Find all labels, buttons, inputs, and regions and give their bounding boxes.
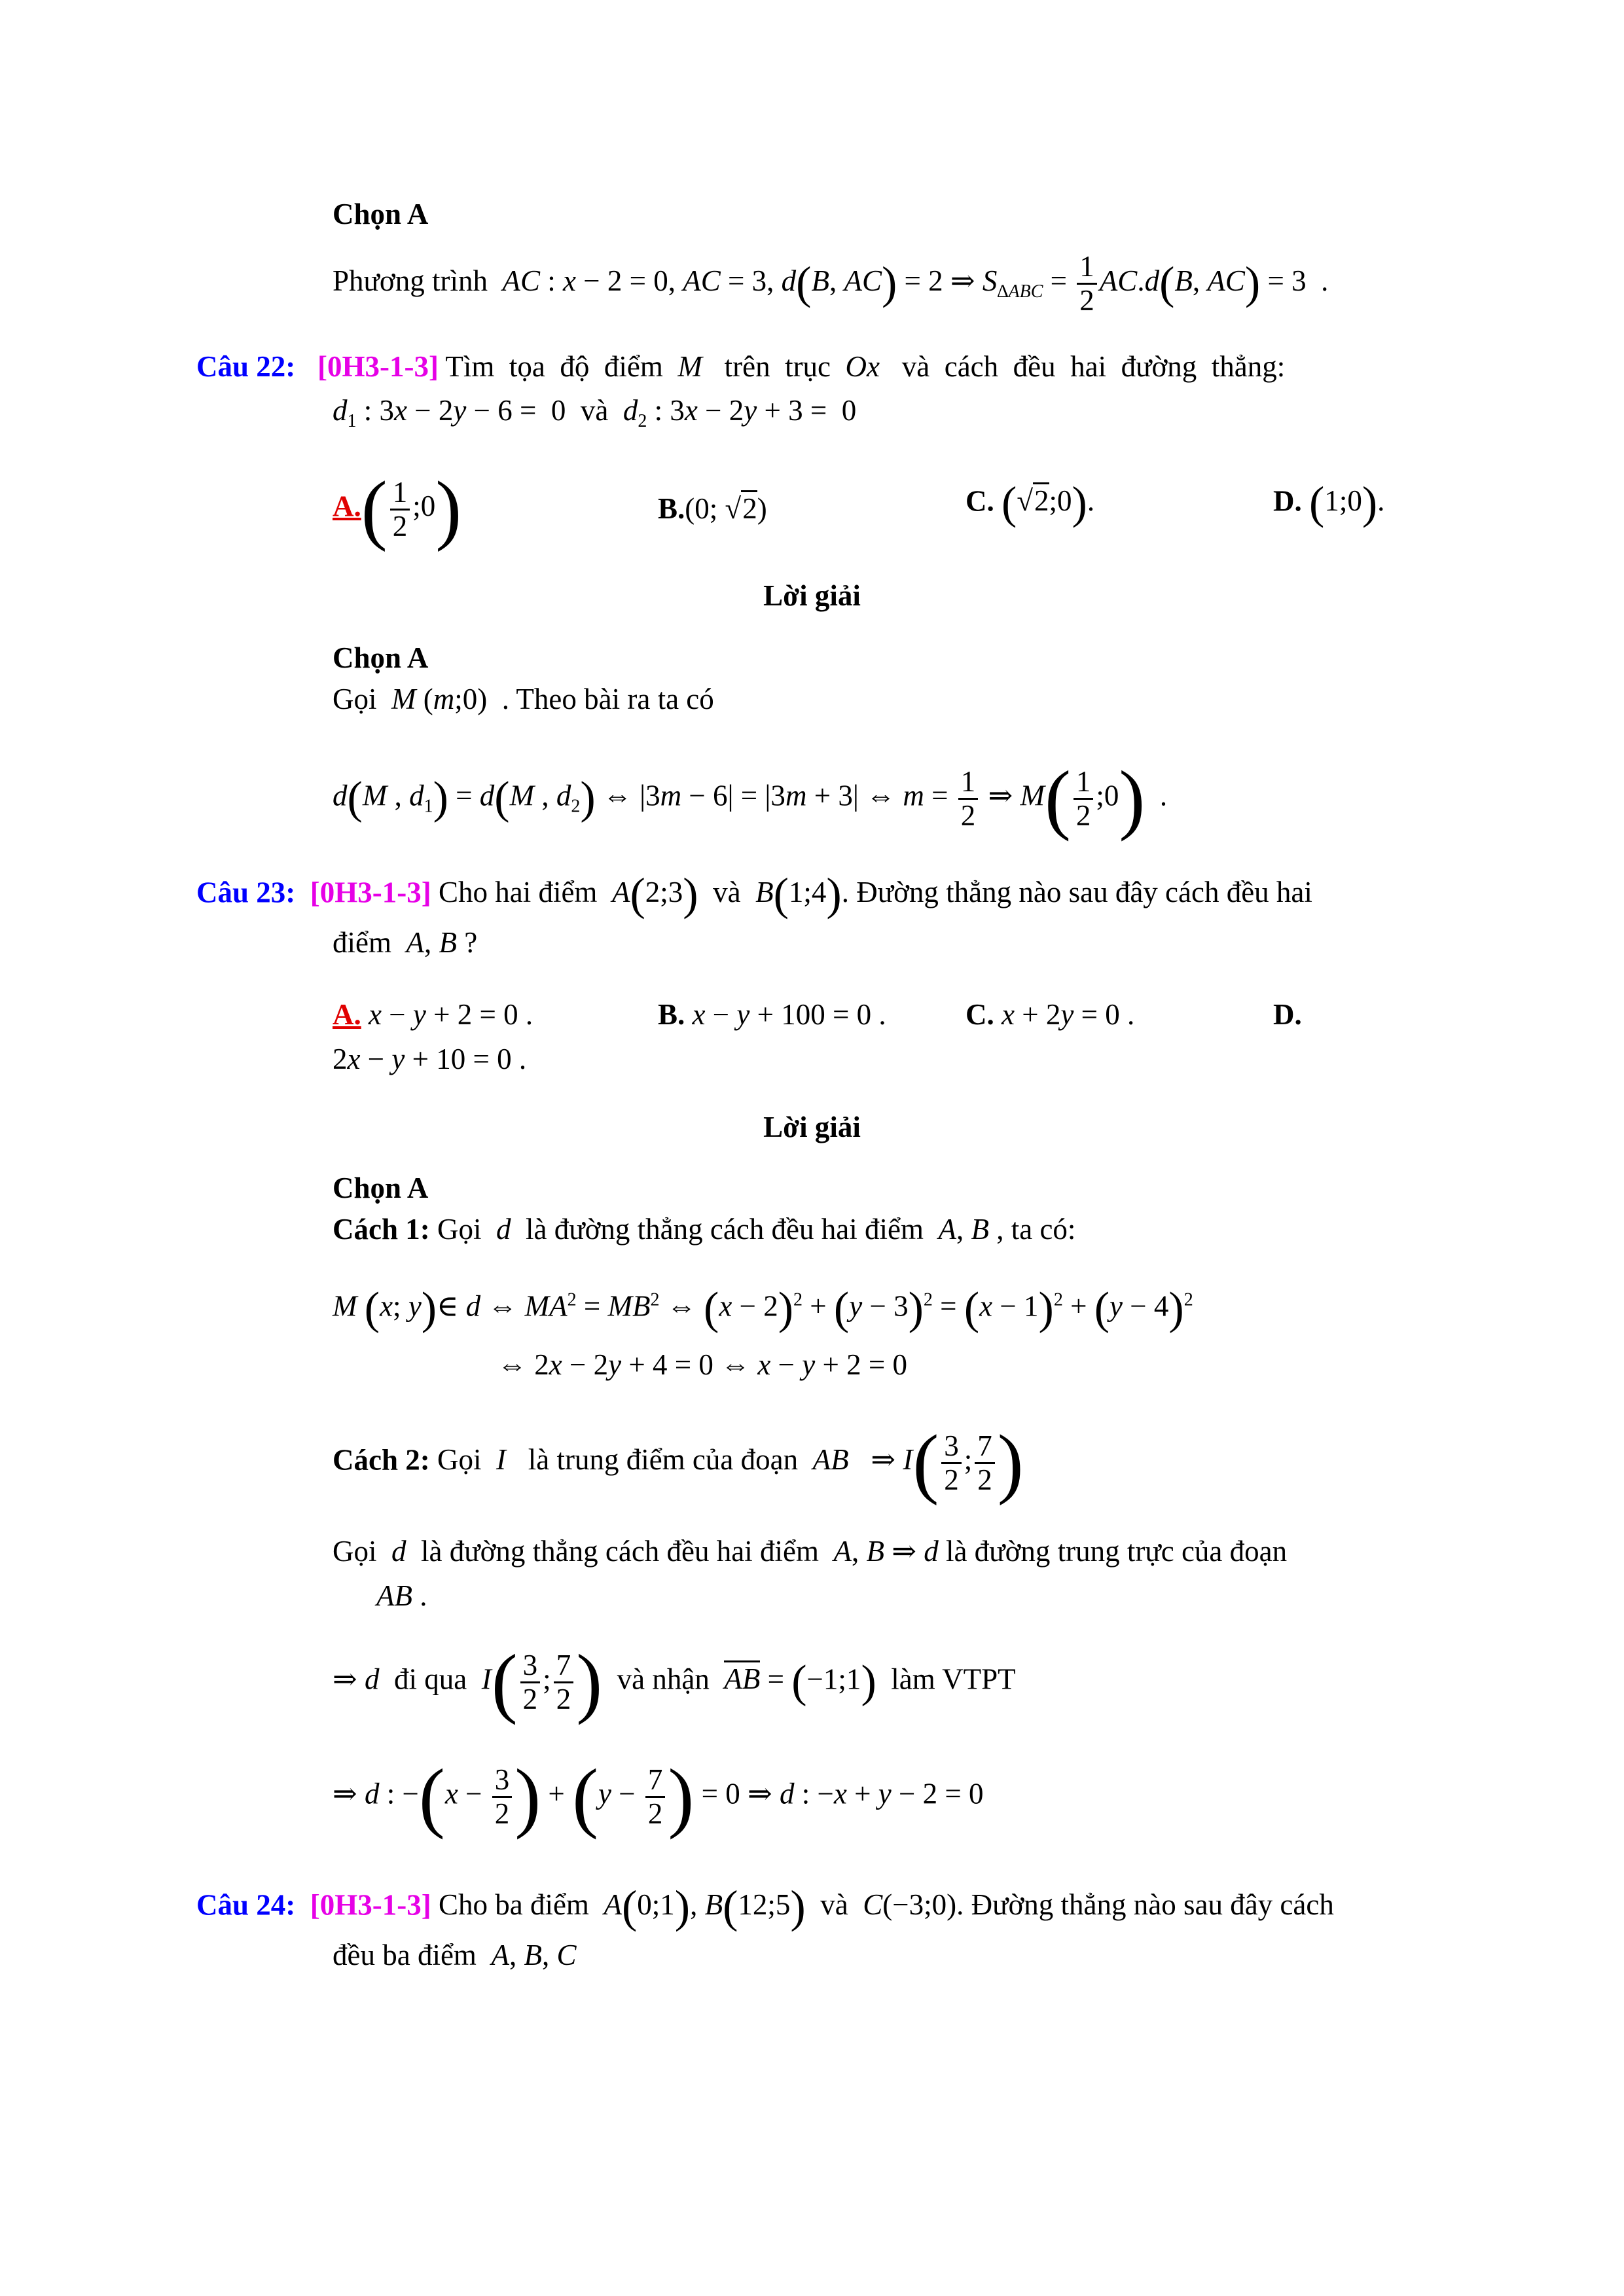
q23-option-a[interactable]	[333, 998, 533, 1032]
q22-line1: Gọi M (m;0) . Theo bài ra ta có	[333, 683, 714, 715]
q22-text2: $d_1$ : 3x − 2y − 6 = 0 và $d_2$ : 3x − 2y + 3 = 0	[333, 394, 857, 431]
q23-method2-label: Cách 2:	[333, 1443, 430, 1477]
q23-option-c-label: C.	[965, 998, 994, 1031]
q23-method2-line3: ⇒ d đi qua I( $\frac{3}{2}$ ; $\frac{7}{2}$ ) và nhận AB = (−1;1) làm VTPT	[333, 1638, 1016, 1725]
q23-method1	[333, 1213, 1075, 1247]
q23-option-b[interactable]	[658, 998, 886, 1032]
q23-option-d-label: D.	[1273, 998, 1302, 1031]
q22-option-b-value: (0; √2)	[685, 490, 767, 525]
q23-option-a-label: A.	[333, 998, 361, 1031]
q23-label: Câu 23:	[196, 876, 296, 909]
q23-method2-line2b: AB .	[376, 1579, 427, 1612]
q22-option-b-label: B.	[658, 492, 685, 525]
q22-tag: [0H3-1-3]	[317, 350, 439, 383]
q22-option-b[interactable]	[658, 492, 767, 526]
q24-text: Cho ba điểm A(0;1), B(12;5) và C(−3;0). Đường thẳng nào sau đây cách	[438, 1882, 1334, 1933]
q22-text: Tìm tọa độ điểm M trên trục Ox và cách đều hai đường thẳng:	[445, 350, 1286, 383]
q23-option-c-value: x + 2y = 0 .	[1001, 998, 1135, 1031]
q22-label: Câu 22:	[196, 350, 296, 383]
q23-option-d[interactable]	[1273, 998, 1302, 1032]
q22-line2: d(M , $d_1) = d(M$ , $d_2$) ⇔ |3m − 6| = |3m + 3| ⇔ m = $\frac{1}{2}$ ⇒ M( $\frac{1}{2}$ ;0) .	[333, 755, 1168, 842]
q23-method1-eq2: ⇔ 2x − 2y + 4 = 0 ⇔ x − y + 2 = 0	[497, 1348, 907, 1381]
q23-method2-line4: ⇒ d : −(x − $\frac{3}{2}$ ) + (y − $\frac{7}{2}$ ) = 0 ⇒ d : −x + y − 2 = 0	[333, 1753, 984, 1840]
q23-tag: [0H3-1-3]	[310, 876, 431, 909]
q23-method2-text: Gọi I là trung điểm của đoạn AB ⇒ I( $\frac{3}{2}$ ; $\frac{7}{2}$ )	[437, 1419, 1024, 1506]
q23-method1-label: Cách 1:	[333, 1213, 430, 1246]
q24-label: Câu 24:	[196, 1888, 296, 1922]
q24-tag: [0H3-1-3]	[310, 1888, 431, 1922]
q21-solution-formula: Phương trình AC : x − 2 = 0, AC = 3, d(B, AC) = 2 ⇒ $S_{\Delta ABC}$ = $\frac{1}{2}$ AC.d(B, AC) = 3 .	[333, 250, 1329, 317]
q23-text: Cho hai điểm A(2;3) và B(1;4). Đường thẳng nào sau đây cách đều hai	[438, 870, 1312, 920]
q24-header	[196, 1882, 1334, 1933]
q24-text2: đều ba điểm A, B, C	[333, 1939, 577, 1971]
q22-header	[196, 350, 1285, 384]
q23-option-c[interactable]	[965, 998, 1134, 1032]
q23-option-a-value: x − y + 2 = 0 .	[369, 998, 533, 1031]
q22-option-c-value: (√2;0).	[1001, 478, 1095, 529]
q23-choose: Chọn A	[333, 1172, 429, 1204]
q22-option-c[interactable]	[965, 478, 1095, 529]
q22-option-d-value: (1;0).	[1309, 478, 1385, 529]
q23-option-b-label: B.	[658, 998, 685, 1031]
q22-option-c-label: C.	[965, 484, 994, 518]
q23-option-d-value: 2x − y + 10 = 0 .	[333, 1043, 527, 1075]
q23-text2: điểm A, B ?	[333, 926, 478, 959]
q22-choose: Chọn A	[333, 641, 429, 674]
q22-option-a[interactable]	[333, 465, 462, 552]
q22-solution-title: Lời giải	[763, 579, 861, 612]
q21-choose: Chọn A	[333, 198, 429, 230]
q21-solution	[333, 252, 1328, 315]
q22-option-d[interactable]	[1273, 478, 1385, 529]
q22-option-d-label: D.	[1273, 484, 1302, 518]
q23-method2	[333, 1419, 1024, 1506]
q22-option-a-label: A.	[333, 490, 361, 523]
q23-method1-text: Gọi d là đường thẳng cách đều hai điểm A, B , ta có:	[437, 1213, 1076, 1246]
q22-option-a-value: ( $\frac{1}{2}$ ;0)	[361, 465, 462, 552]
q23-option-b-value: x − y + 100 = 0 .	[692, 998, 886, 1031]
q23-solution-title: Lời giải	[763, 1111, 861, 1143]
q23-method2-line2: Gọi d là đường thẳng cách đều hai điểm A, B ⇒ d là đường trung trực của đoạn	[333, 1535, 1288, 1568]
q23-method1-eq1: M (x; y)∈ d ⇔ $MA^2 = MB^2$ ⇔ $(x - 2)^2 + (y - 3)^2 = (x - 1)^2 + (y - 4)^2$	[333, 1283, 1193, 1334]
q23-header	[196, 872, 1312, 918]
